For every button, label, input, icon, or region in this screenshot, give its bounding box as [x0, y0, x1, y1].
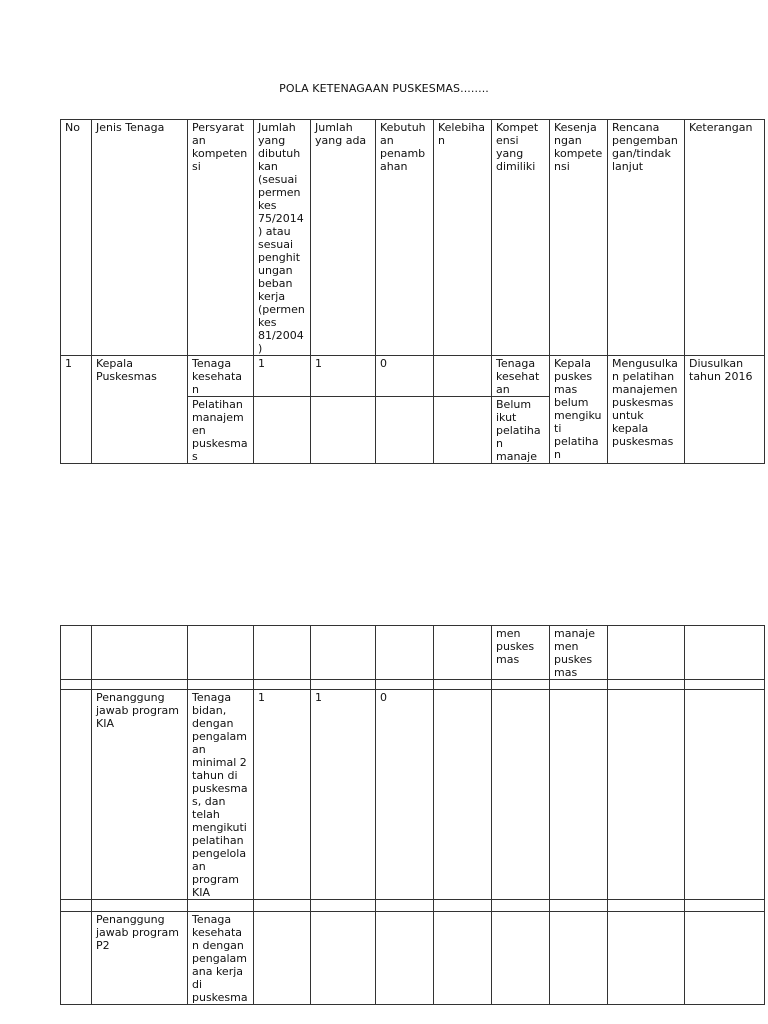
cell-persyaratan: Pelatihan manajem en puskesma s [188, 397, 254, 464]
staffing-table-continued [60, 625, 765, 1005]
cell-empty [685, 626, 765, 680]
header-cell: No [61, 120, 92, 356]
cell-empty [311, 626, 376, 680]
cell-keterangan: Diusulkan tahun 2016 [685, 356, 765, 464]
cell-kesenjangan: Kepala puskes mas belum mengiku ti pelatiha n [550, 356, 608, 464]
table-row [61, 690, 765, 900]
cell-empty [61, 690, 92, 900]
cell-empty [376, 912, 434, 1005]
header-cell: Keterangan [685, 120, 765, 356]
header-cell: Jumlah yang dibutuh kan (sesuai permen kes 75/2014 ) atau sesuai penghit ungan beban kerja (permen kes 81/2004 ) [254, 120, 311, 356]
cell-empty [92, 626, 188, 680]
cell-empty [311, 912, 376, 1005]
cell-empty [434, 690, 492, 900]
cell-jenis-tenaga: Penanggung jawab program KIA [92, 690, 188, 900]
table-row [61, 912, 765, 1005]
cell-empty [550, 912, 608, 1005]
cell-kebutuhan: 0 [376, 356, 434, 397]
cell-empty [685, 690, 765, 900]
cell-empty [434, 397, 492, 464]
header-cell: Persyarat an kompeten si [188, 120, 254, 356]
cell-empty [188, 626, 254, 680]
cell-empty [254, 626, 311, 680]
cell-kompetensi: Tenaga kesehat an [492, 356, 550, 397]
cell-empty [61, 912, 92, 1005]
header-cell: Kompet ensi yang dimiliki [492, 120, 550, 356]
cell-jumlah-ada: 1 [311, 356, 376, 397]
cell-jumlah-dibutuhkan: 1 [254, 356, 311, 397]
table-row [61, 626, 765, 680]
cell-kesenjangan: manaje men puskes mas [550, 626, 608, 680]
document-title: POLA KETENAGAAN PUSKESMAS........ [279, 82, 489, 95]
cell-kelebihan [434, 356, 492, 397]
cell-empty [434, 912, 492, 1005]
header-cell: Rencana pengemban gan/tindak lanjut [608, 120, 685, 356]
cell-empty [608, 690, 685, 900]
cell-persyaratan: Tenaga bidan, dengan pengalam an minimal 2 tahun di puskesma s, dan telah mengikuti pelatihan pengelola an program KIA [188, 690, 254, 900]
staffing-table-top [60, 119, 765, 464]
cell-empty [254, 397, 311, 464]
cell-empty [434, 626, 492, 680]
cell-jenis-tenaga: Penanggung jawab program P2 [92, 912, 188, 1005]
cell-kebutuhan: 0 [376, 690, 434, 900]
cell-empty [61, 626, 92, 680]
cell-empty [254, 912, 311, 1005]
cell-jumlah-dibutuhkan: 1 [254, 690, 311, 900]
cell-persyaratan: Tenaga kesehata n dengan pengalam ana kerja di puskesma [188, 912, 254, 1005]
header-cell: Kebutuh an penamb ahan [376, 120, 434, 356]
cell-empty [685, 912, 765, 1005]
cell-jenis-tenaga: Kepala Puskesmas [92, 356, 188, 464]
cell-kompetensi: Belum ikut pelatiha n manaje [492, 397, 550, 464]
header-cell: Jumlah yang ada [311, 120, 376, 356]
cell-empty [608, 626, 685, 680]
cell-persyaratan: Tenaga kesehata n [188, 356, 254, 397]
table-spacer-row [61, 900, 765, 912]
header-cell: Jenis Tenaga [92, 120, 188, 356]
cell-empty [608, 912, 685, 1005]
cell-rencana: Mengusulka n pelatihan manajemen puskesmas untuk kepala puskesmas [608, 356, 685, 464]
header-cell: Kelebiha n [434, 120, 492, 356]
cell-empty [311, 397, 376, 464]
table-spacer-row [61, 680, 765, 690]
cell-empty [492, 912, 550, 1005]
cell-empty [376, 626, 434, 680]
cell-jumlah-ada: 1 [311, 690, 376, 900]
table-row [61, 356, 765, 397]
cell-kompetensi: men puskes mas [492, 626, 550, 680]
cell-empty [492, 690, 550, 900]
header-cell: Kesenja ngan kompete nsi [550, 120, 608, 356]
table-header-row [61, 120, 765, 356]
cell-empty [550, 690, 608, 900]
cell-no: 1 [61, 356, 92, 464]
cell-empty [376, 397, 434, 464]
